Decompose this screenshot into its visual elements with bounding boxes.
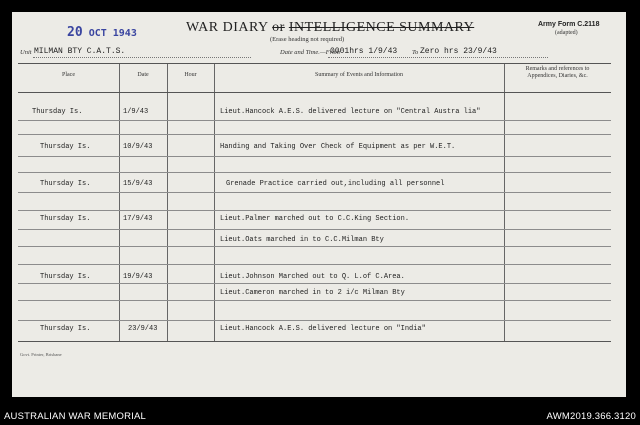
footer-institution: AUSTRALIAN WAR MEMORIAL [4, 411, 147, 422]
row-rule [18, 192, 611, 193]
date-stamp: 20 OCT 1943 [67, 25, 137, 40]
row-rule [18, 172, 611, 173]
unit-label: Unit [20, 49, 32, 56]
form-adapted-note: (adapted) [555, 30, 578, 36]
header-summary: Summary of Events and Information [315, 72, 403, 78]
header-remarks-line1: Remarks and references to [525, 66, 590, 72]
header-place: Place [62, 72, 75, 78]
entry-summary: Lieut.Hancock A.E.S. delivered lecture on "Central Austra lia" [220, 108, 481, 116]
form-number: Army Form C.2118 [538, 21, 600, 28]
row-rule [18, 229, 611, 230]
entry-place: Thursday Is. [40, 273, 91, 281]
entry-place: Thursday Is. [40, 325, 91, 333]
entry-date: 10/9/43 [123, 143, 153, 151]
entry-summary: Lieut.Hancock A.E.S. delivered lecture on "India" [220, 325, 426, 333]
page-title: WAR DIARY or INTELLIGENCE SUMMARY [186, 20, 475, 35]
entry-summary: Lieut.Cameron marched in to 2 i/c Milman Bty [220, 289, 405, 297]
entry-summary: Handing and Taking Over Check of Equipment as per W.E.T. [220, 143, 456, 151]
entry-summary: Lieut.Johnson Marched out to Q. L.of C.Area. [220, 273, 405, 281]
entry-summary: Lieut.Oats marched in to C.C.Milman Bty [220, 236, 384, 244]
entry-summary: Grenade Practice carried out,including all personnel [226, 180, 445, 188]
unit-value: MILMAN BTY C.A.T.S. [34, 47, 126, 56]
to-label: To [412, 49, 419, 56]
header-date: Date [137, 72, 149, 78]
row-rule [18, 210, 611, 211]
entry-place: Thursday Is. [40, 143, 91, 151]
row-rule [18, 283, 611, 284]
datetime-underline [328, 57, 548, 58]
row-rule [18, 320, 611, 321]
erase-note: (Erase heading not required) [270, 36, 345, 43]
entry-place: Thursday Is. [40, 215, 91, 223]
entry-date: 19/9/43 [123, 273, 153, 281]
entry-date: 1/9/43 [123, 108, 149, 116]
row-rule [18, 300, 611, 301]
header-hour: Hour [184, 72, 197, 78]
row-rule [18, 264, 611, 265]
row-rule [18, 134, 611, 135]
row-rule [18, 246, 611, 247]
entry-summary: Lieut.Palmer marched out to C.C.King Section. [220, 215, 410, 223]
printer-imprint: Govt. Printer, Brisbane [20, 352, 62, 357]
row-rule [18, 120, 611, 121]
to-value: Zero hrs 23/9/43 [420, 47, 497, 56]
unit-underline [33, 57, 251, 58]
header-remarks-line2: Appendices, Diaries, &c. [527, 73, 588, 79]
datetime-label: Date and Time.—From [280, 49, 340, 56]
header-rule [18, 92, 611, 93]
diary-table [18, 63, 611, 342]
entry-place: Thursday Is. [32, 108, 83, 116]
row-rule [18, 156, 611, 157]
entry-date: 17/9/43 [123, 215, 153, 223]
footer-accession-number: AWM2019.366.3120 [546, 411, 636, 422]
entry-place: Thursday Is. [40, 180, 91, 188]
entry-date: 23/9/43 [128, 325, 158, 333]
from-value: 0001hrs 1/9/43 [330, 47, 398, 56]
entry-date: 15/9/43 [123, 180, 153, 188]
